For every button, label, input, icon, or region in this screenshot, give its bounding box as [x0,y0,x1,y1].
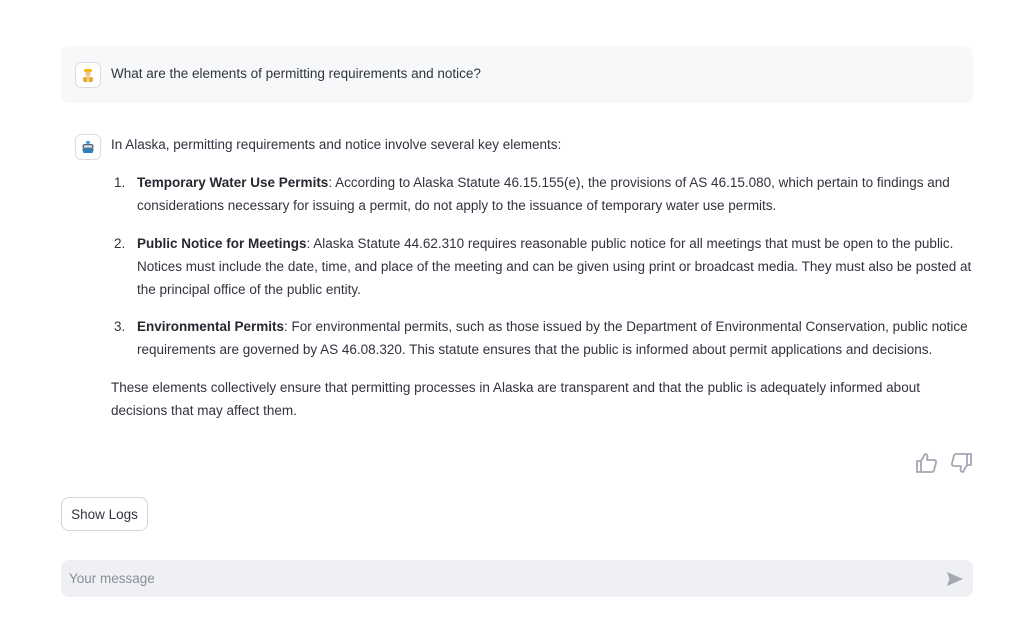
feedback-controls [915,451,973,475]
user-message-text: What are the elements of permitting requirements and notice? [111,66,481,81]
list-item-title: Environmental Permits [137,319,285,334]
show-logs-button[interactable]: Show Logs [61,497,148,531]
thumbs-down-icon [949,451,973,475]
list-number: 2. [114,236,126,251]
list-item-title: Public Notice for Meetings [137,236,307,251]
user-message [61,46,973,103]
list-number: 1. [114,175,126,190]
list-number: 3. [114,319,126,334]
list-item-text: : For environmental permits, such as those issued by the Department of Environmental Conservation, public notice requirements are governed by AS 46.08.320. This statute ensures that the public is informed about permit applications and decisions. [137,319,968,357]
chat-input-bar [61,560,973,597]
thumbs-up-icon [915,451,939,475]
send-button[interactable] [945,569,965,589]
list-item-title: Temporary Water Use Permits [137,175,329,190]
thumbs-down-button[interactable] [949,451,973,475]
assistant-intro: In Alaska, permitting requirements and notice involve several key elements: [111,137,562,152]
list-item [114,315,979,361]
list-item-text: : According to Alaska Statute 46.15.155(e), the provisions of AS 46.15.080, which pertain to findings and considerations necessary for issuing a permit, do not apply to the issuance of temporary water use permits. [137,175,950,213]
send-icon [945,569,965,589]
assistant-outro: These elements collectively ensure that permitting processes in Alaska are transparent and that the public is adequately informed about decisions that may affect them. [111,380,920,418]
bot-avatar [75,134,101,160]
list-item-text: : Alaska Statute 44.62.310 requires reasonable public notice for all meetings that must be open to the public. Notices must include the date, time, and place of the meeting and can be given using print or broadcast media. They must also be posted at the principal office of the public entity. [137,236,972,297]
message-input[interactable] [61,560,921,597]
list-item [114,232,979,301]
user-avatar-icon [81,68,95,82]
list-item [114,171,979,217]
user-avatar [75,62,101,88]
thumbs-up-button[interactable] [915,451,939,475]
bot-avatar-icon [81,140,95,154]
